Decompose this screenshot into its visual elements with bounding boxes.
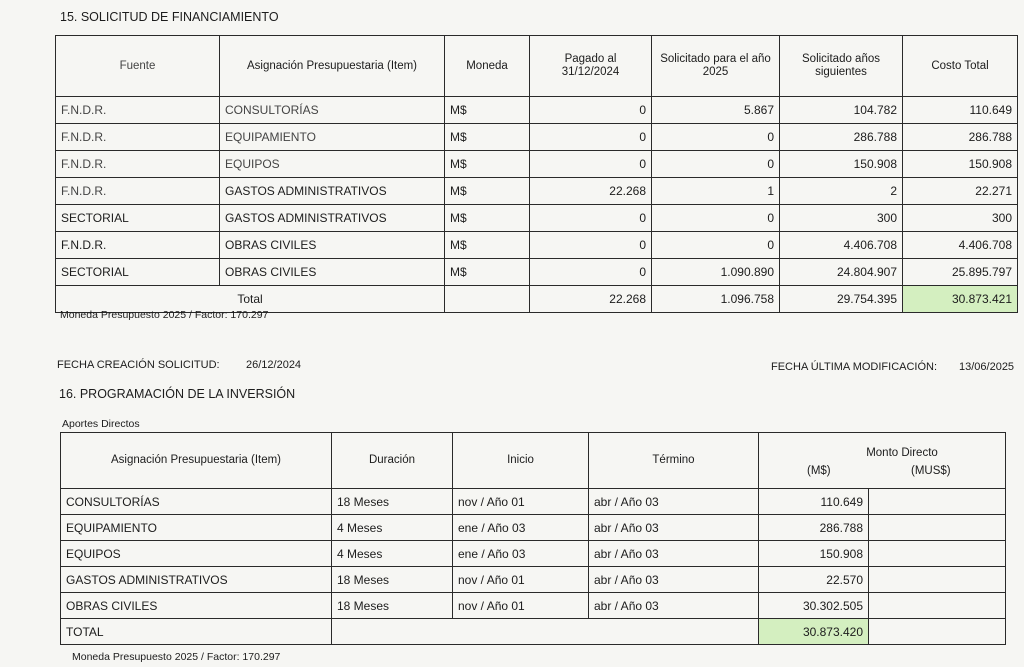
col-header-termino: Término: [589, 433, 759, 489]
table-row: [56, 124, 1018, 151]
cell-costo-total: 286.788: [903, 124, 1018, 151]
total-pagado: 22.268: [530, 286, 652, 313]
section-16-subtitle: Aportes Directos: [62, 418, 140, 430]
cell-duracion: 4 Meses: [332, 541, 453, 567]
section-15-title: 15. SOLICITUD DE FINANCIAMIENTO: [60, 10, 279, 24]
col-header-solicitado-2025: Solicitado para el año 2025: [652, 36, 780, 97]
cell-termino: abr / Año 03: [589, 541, 759, 567]
cell-costo-total: 25.895.797: [903, 259, 1018, 286]
cell-moneda: M$: [445, 97, 530, 124]
cell-monto-ms: 286.788: [759, 515, 869, 541]
section-16-note: Moneda Presupuesto 2025 / Factor: 170.297: [72, 651, 281, 663]
cell-solicitado-2025: 0: [652, 151, 780, 178]
table-row: [61, 515, 1006, 541]
total-row: [61, 619, 1006, 645]
table-row: [56, 259, 1018, 286]
cell-asignacion: GASTOS ADMINISTRATIVOS: [220, 178, 445, 205]
cell-duracion: 18 Meses: [332, 567, 453, 593]
section-15-note: Moneda Presupuesto 2025 / Factor: 170.297: [60, 309, 269, 321]
cell-solicitado-2025: 0: [652, 124, 780, 151]
total-monto-ms: 30.873.420: [759, 619, 869, 645]
cell-monto-mus: [869, 567, 1006, 593]
col-header-solicitado-siguientes: Solicitado años siguientes: [780, 36, 903, 97]
cell-termino: abr / Año 03: [589, 567, 759, 593]
monto-mus-subheader: (MUS$): [911, 465, 951, 477]
cell-termino: abr / Año 03: [589, 593, 759, 619]
cell-monto-mus: [869, 515, 1006, 541]
cell-asignacion: OBRAS CIVILES: [220, 259, 445, 286]
cell-monto-ms: 22.570: [759, 567, 869, 593]
cell-monto-mus: [869, 489, 1006, 515]
table-header-row: [56, 36, 1018, 97]
cell-siguientes: 300: [780, 205, 903, 232]
col-header-asignacion: Asignación Presupuestaria (Item): [61, 433, 332, 489]
cell-fuente: F.N.D.R.: [56, 178, 220, 205]
cell-fuente: F.N.D.R.: [56, 151, 220, 178]
total-label: Total: [56, 286, 445, 313]
cell-moneda: M$: [445, 178, 530, 205]
cell-fuente: F.N.D.R.: [56, 124, 220, 151]
total-siguientes: 29.754.395: [780, 286, 903, 313]
section-16-title: 16. PROGRAMACIÓN DE LA INVERSIÓN: [59, 387, 296, 401]
total-solicitado-2025: 1.096.758: [652, 286, 780, 313]
cell-moneda: M$: [445, 151, 530, 178]
cell-pagado: 0: [530, 259, 652, 286]
cell-solicitado-2025: 1.090.890: [652, 259, 780, 286]
cell-monto-mus: [869, 593, 1006, 619]
cell-moneda: M$: [445, 259, 530, 286]
total-empty-span: [332, 619, 759, 645]
table-row: [56, 151, 1018, 178]
cell-inicio: nov / Año 01: [453, 489, 589, 515]
cell-termino: abr / Año 03: [589, 515, 759, 541]
cell-solicitado-2025: 0: [652, 205, 780, 232]
table-row: [56, 232, 1018, 259]
col-header-pagado: Pagado al 31/12/2024: [530, 36, 652, 97]
cell-pagado: 0: [530, 232, 652, 259]
table-row: [56, 178, 1018, 205]
cell-inicio: nov / Año 01: [453, 567, 589, 593]
cell-pagado: 0: [530, 151, 652, 178]
cell-asignacion: CONSULTORÍAS: [220, 97, 445, 124]
table-header-row: [61, 433, 1006, 489]
cell-costo-total: 110.649: [903, 97, 1018, 124]
total-costo-total: 30.873.421: [903, 286, 1018, 313]
cell-termino: abr / Año 03: [589, 489, 759, 515]
cell-asignacion: GASTOS ADMINISTRATIVOS: [220, 205, 445, 232]
cell-costo-total: 4.406.708: [903, 232, 1018, 259]
col-header-inicio: Inicio: [453, 433, 589, 489]
cell-monto-ms: 150.908: [759, 541, 869, 567]
cell-monto-ms: 110.649: [759, 489, 869, 515]
table-row: [61, 593, 1006, 619]
creation-date-value: 26/12/2024: [246, 359, 302, 371]
cell-moneda: M$: [445, 232, 530, 259]
cell-inicio: ene / Año 03: [453, 515, 589, 541]
cell-asignacion: OBRAS CIVILES: [61, 593, 332, 619]
modification-date-value: 13/06/2025: [959, 361, 1015, 373]
cell-siguientes: 24.804.907: [780, 259, 903, 286]
total-moneda-empty: [445, 286, 530, 313]
cell-siguientes: 286.788: [780, 124, 903, 151]
cell-asignacion: EQUIPOS: [220, 151, 445, 178]
financing-request-table: [55, 35, 1018, 313]
investment-schedule-table: [60, 432, 1006, 645]
cell-costo-total: 150.908: [903, 151, 1018, 178]
cell-asignacion: CONSULTORÍAS: [61, 489, 332, 515]
cell-asignacion: EQUIPAMIENTO: [61, 515, 332, 541]
cell-asignacion: EQUIPOS: [61, 541, 332, 567]
cell-siguientes: 104.782: [780, 97, 903, 124]
cell-fuente: SECTORIAL: [56, 259, 220, 286]
cell-asignacion: EQUIPAMIENTO: [220, 124, 445, 151]
cell-fuente: F.N.D.R.: [56, 97, 220, 124]
cell-solicitado-2025: 1: [652, 178, 780, 205]
table-row: [56, 97, 1018, 124]
cell-duracion: 18 Meses: [332, 489, 453, 515]
creation-date-label: FECHA CREACIÓN SOLICITUD:: [57, 359, 220, 371]
cell-duracion: 18 Meses: [332, 593, 453, 619]
col-header-monto-directo: [759, 433, 1006, 489]
cell-costo-total: 300: [903, 205, 1018, 232]
cell-inicio: ene / Año 03: [453, 541, 589, 567]
cell-pagado: 0: [530, 124, 652, 151]
table-row: [61, 489, 1006, 515]
col-header-moneda: Moneda: [445, 36, 530, 97]
cell-pagado: 0: [530, 97, 652, 124]
col-header-costo-total: Costo Total: [903, 36, 1018, 97]
cell-asignacion: GASTOS ADMINISTRATIVOS: [61, 567, 332, 593]
cell-monto-mus: [869, 541, 1006, 567]
monto-directo-title: Monto Directo: [866, 447, 938, 459]
table-row: [56, 205, 1018, 232]
cell-fuente: SECTORIAL: [56, 205, 220, 232]
cell-pagado: 0: [530, 205, 652, 232]
col-header-fuente: Fuente: [56, 36, 220, 97]
cell-inicio: nov / Año 01: [453, 593, 589, 619]
cell-solicitado-2025: 5.867: [652, 97, 780, 124]
cell-moneda: M$: [445, 124, 530, 151]
table-row: [61, 541, 1006, 567]
cell-siguientes: 4.406.708: [780, 232, 903, 259]
col-header-asignacion: Asignación Presupuestaria (Item): [220, 36, 445, 97]
cell-fuente: F.N.D.R.: [56, 232, 220, 259]
cell-monto-ms: 30.302.505: [759, 593, 869, 619]
total-monto-mus: [869, 619, 1006, 645]
cell-asignacion: OBRAS CIVILES: [220, 232, 445, 259]
table-row: [61, 567, 1006, 593]
cell-solicitado-2025: 0: [652, 232, 780, 259]
cell-siguientes: 2: [780, 178, 903, 205]
cell-costo-total: 22.271: [903, 178, 1018, 205]
modification-date-label: FECHA ÚLTIMA MODIFICACIÓN:: [771, 361, 938, 373]
cell-pagado: 22.268: [530, 178, 652, 205]
col-header-duracion: Duración: [332, 433, 453, 489]
cell-duracion: 4 Meses: [332, 515, 453, 541]
monto-ms-subheader: (M$): [807, 465, 831, 477]
total-label: TOTAL: [61, 619, 332, 645]
cell-moneda: M$: [445, 205, 530, 232]
cell-siguientes: 150.908: [780, 151, 903, 178]
